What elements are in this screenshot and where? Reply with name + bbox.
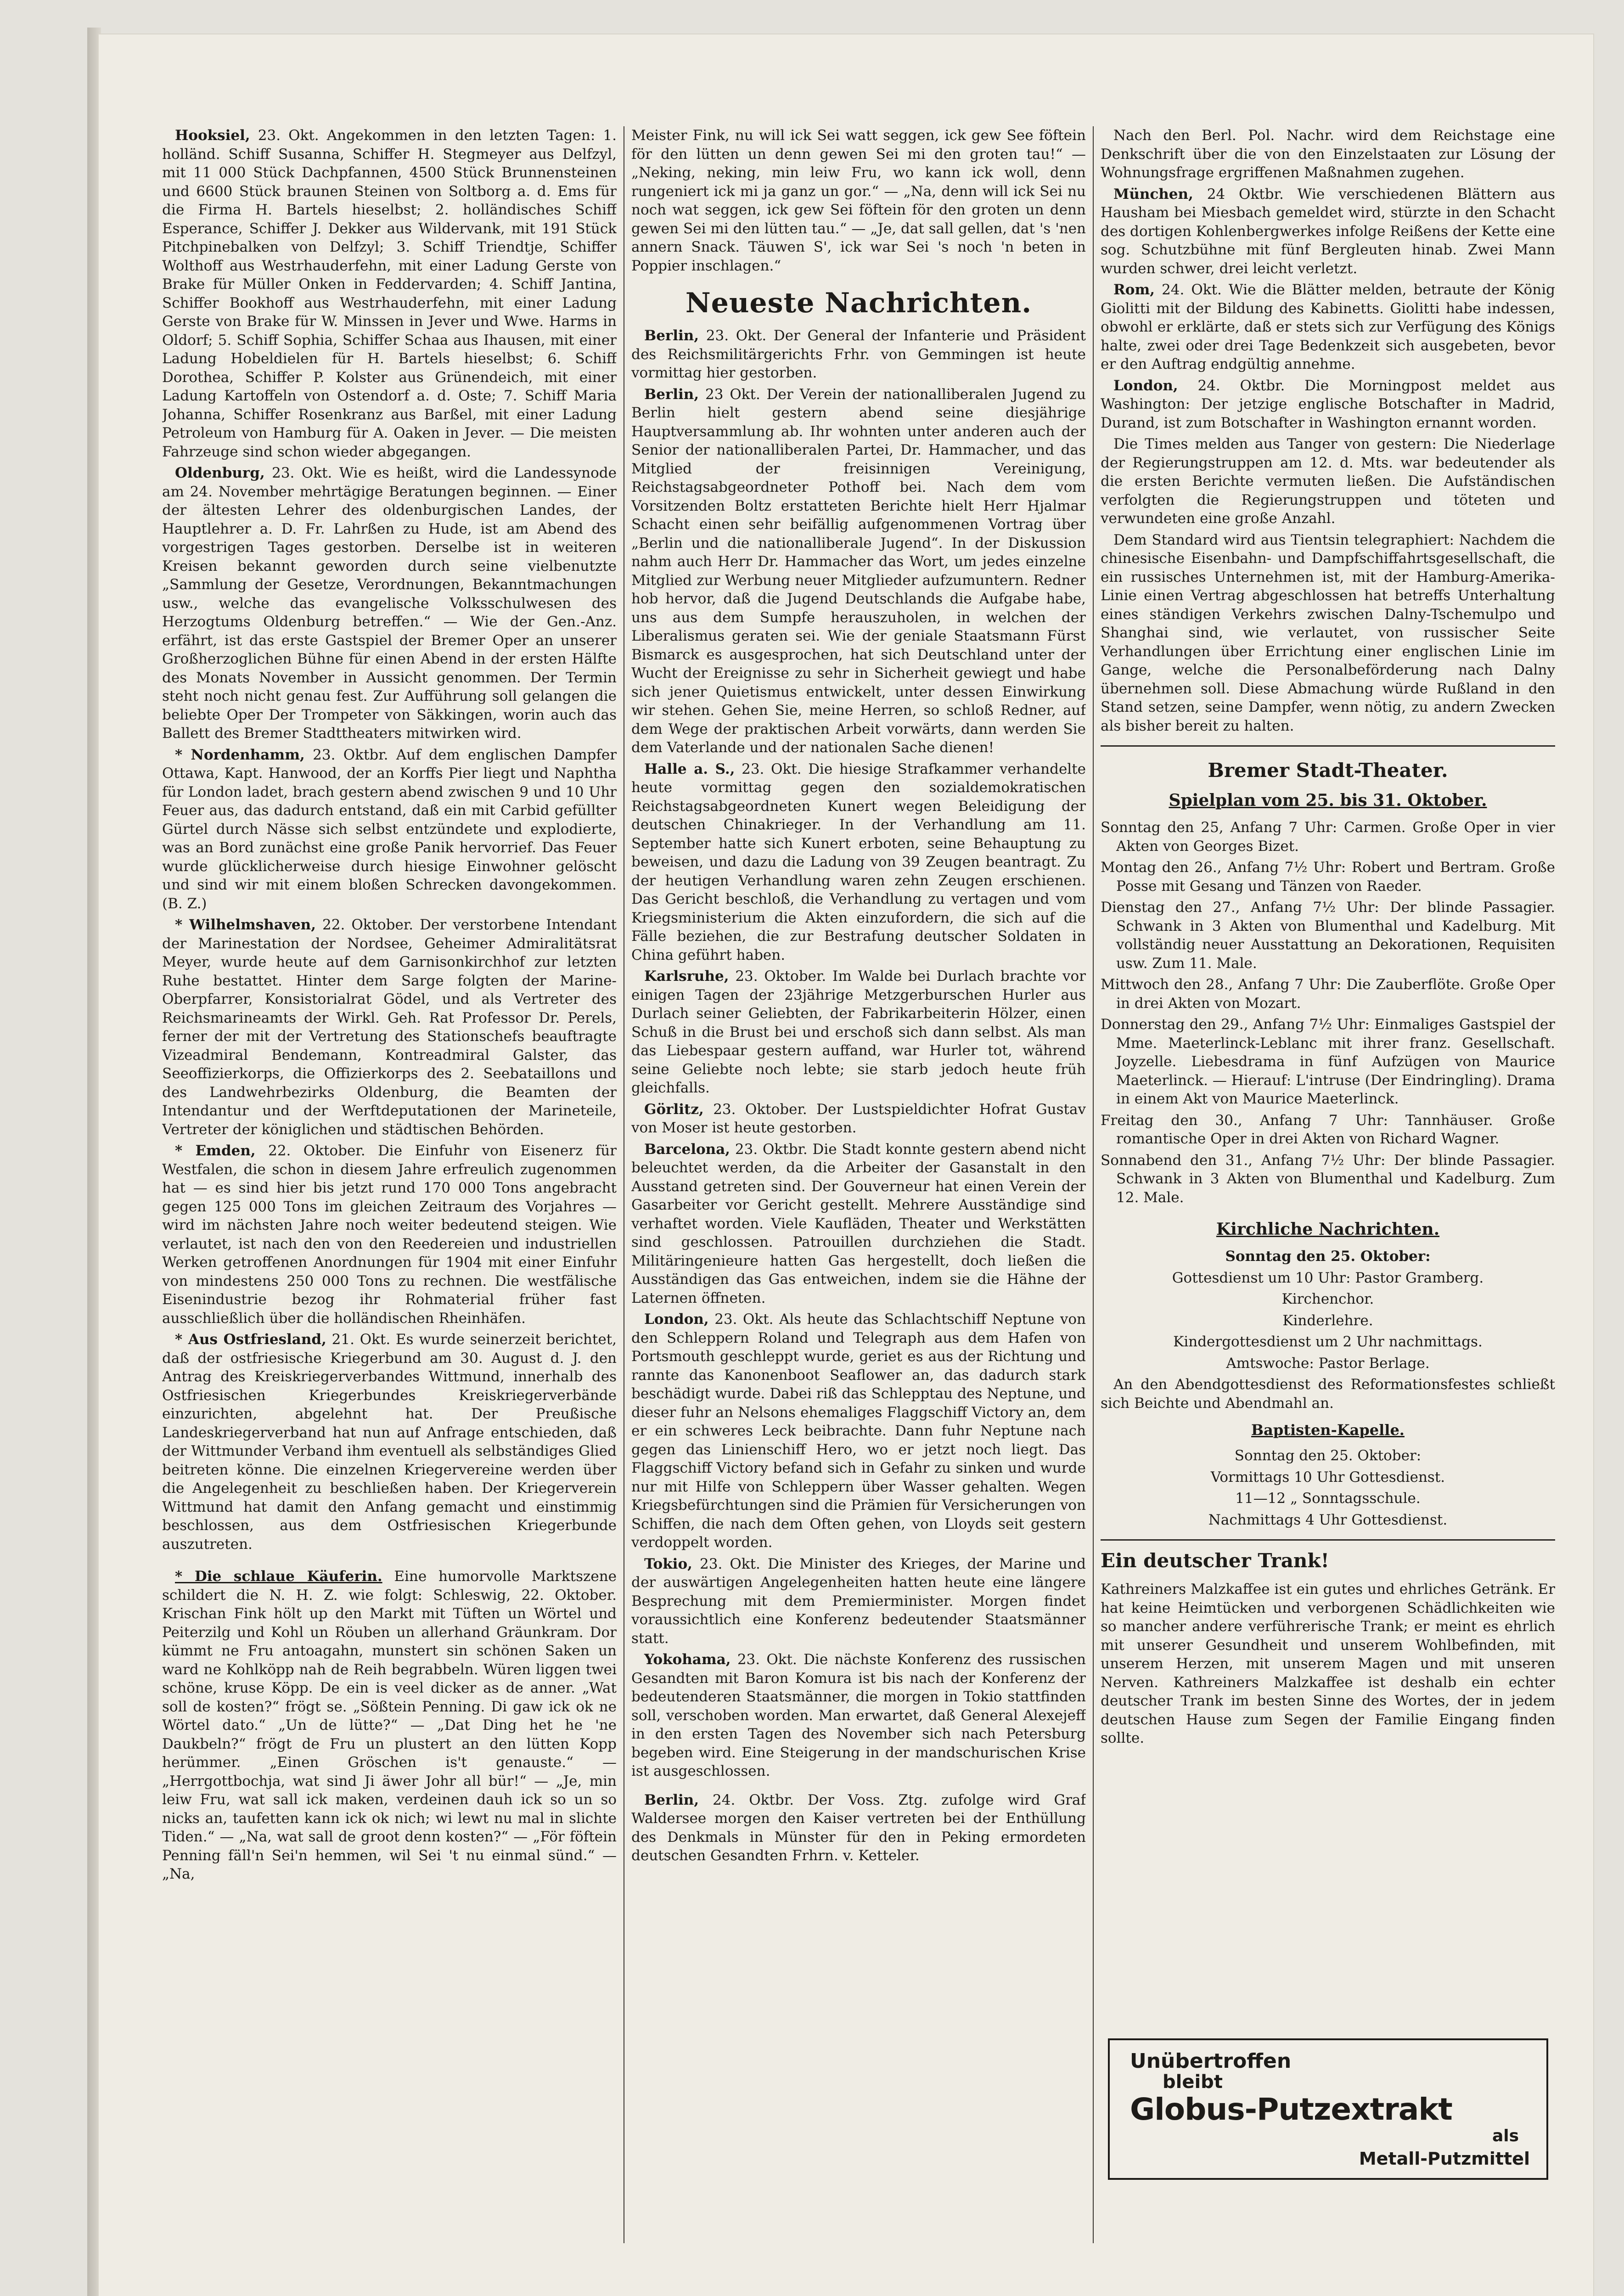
ad-line: bleibt [1163, 2071, 1223, 2093]
article-text: 23. Okt. Wie es heißt, wird die Landessynode am 24. November mehrtägige Beratungen beginnen. — Einer der ältesten Lehrer des oldenburgischen Landes, der Hauptlehrer a. D. Fr. Lahrßen zu Hude, ist am Abend des vorgestrigen Tages gestorben. Derselbe ist in weiteren Kreisen bekannt geworden durch seine vielbenutzte „Sammlung der Gesetze, Verordnungen, Bekanntmachungen usw., welche das evangelische Volksschulwesen des Herzogtums Oldenburg betreffen.“ — Wie der Gen.-Anz. erfährt, ist das erste Gastspiel der Bremer Oper an unserer Großherzoglichen Bühne für einen Abend in der ersten Hälfte des Monats November in Aussicht genommen. Der Termin steht noch nicht genau fest. Zur Aufführung soll gelangen die beliebte Oper Der Trompeter von Säkkingen, worin auch das Ballett des Bremer Stadttheaters mitwirken wird. [162, 465, 617, 742]
church-heading: Kirchliche Nachrichten. [1216, 1220, 1440, 1239]
article-oldenburg [162, 464, 617, 743]
dateline-place: Berlin, [644, 1791, 699, 1808]
schedule-entry: Sonnabend den 31., Anfang 7½ Uhr: Der blinde Passagier. Schwank in 3 Akten von Blumenthal und Kadelburg. Zum 12. Male. [1101, 1152, 1555, 1206]
article-rom [1101, 281, 1555, 374]
article-nordenhamm [162, 746, 617, 913]
ad-line: Unübertroffen [1130, 2049, 1292, 2073]
dateline-place: * Nordenhamm, [175, 746, 305, 763]
article-text: 24 Oktbr. Wie verschiedenen Blättern aus Hausham bei Miesbach gemeldet wird, stürzte in den Schacht des dortigen Kohlenbergwerkes infolge Reißens der Kette eine sog. Schutzbühne mit fünf Bergleuten hinab. Zwei Mann wurden schwer, drei leicht verletzt. [1101, 186, 1555, 277]
dateline-place: Halle a. S., [644, 760, 735, 777]
dateline-place: London, [1113, 377, 1178, 394]
article-yokohama [631, 1650, 1086, 1781]
column-rule [1093, 126, 1094, 2243]
article-text: 23. Okt. Die hiesige Strafkammer verhandelte heute vormittag gegen den sozialdemokratischen Reichstagsabgeordneten Kunert wegen Beleidigung der deutschen Chinakrieger. In der Verhandlung am 11. September hatte sich Kunert erboten, seine Behauptung zu beweisen, und dazu die Ladung von 39 Zeugen beantragt. Zu der heutigen Verhandlung waren zehn Zeugen erschienen. Das Gericht beschloß, die Verhandlung zu vertagen und vom Kriegsministerium die Akten einzufordern, die sich auf die Fälle beziehen, die zur Bestrafung deutscher Soldaten in China geführt haben. [631, 760, 1086, 963]
article-berlin-1 [631, 326, 1086, 383]
article-wilhelmshaven [162, 916, 617, 1139]
church-line: Kindergottesdienst um 2 Uhr nachmittags. [1173, 1334, 1483, 1350]
schedule-entry: Montag den 26., Anfang 7½ Uhr: Robert und Bertram. Große Posse mit Gesang und Tänzen von Raeder. [1101, 859, 1555, 895]
dateline-place: * Aus Ostfriesland, [175, 1331, 326, 1348]
article-karlsruhe [631, 967, 1086, 1097]
article-text: 23. Okt. Der General der Infanterie und Präsident des Reichsmilitärgerichts Frhr. von Gemmingen ist heute vormittag hier gestorben. [631, 327, 1086, 381]
article-times: Die Times melden aus Tanger von gestern: Die Niederlage der Regierungstruppen am 12. d. Mts. war bedeutender als die ersten Berichte vermuten ließen. Die Aufständischen verfolgten die Regierungstruppen und töteten und verwundeten eine große Anzahl. [1101, 436, 1555, 527]
schedule-entry: Freitag den 30., Anfang 7 Uhr: Tannhäuser. Große romantische Oper in drei Akten von Richard Wagner. [1101, 1112, 1555, 1147]
article-standard: Dem Standard wird aus Tientsin telegraphiert: Nachdem die chinesische Eisenbahn- und Dampfschiffahrtsgesellschaft, die ein russisches Unternehmen ist, mit der Hamburg-Amerika-Linie einen Vertrag abgeschlossen hat betreffs Unterhaltung eines ständigen Verkehrs zwischen Dalny-Tschemulpo und Shanghai sind, wie verlautet, von russischer Seite Verhandlungen über Errichtung einer englischen Linie im Gange, welche die Personalbeförderung nach Dalny übernehmen soll. Diese Abmachung würde Rußland in den Stand setzen, seine Dampfer, wenn nötig, zu andern Zwecken als bisher bereit zu halten. [1101, 531, 1555, 734]
section-heading-news: Neueste Nachrichten. [685, 287, 1032, 319]
article-text: 23. Oktbr. Auf dem englischen Dampfer Ottawa, Kapt. Hanwood, der an Korffs Pier liegt und Naphtha für London ladet, brach gestern abend zwischen 9 und 10 Uhr Feuer aus, das dadurch entstand, daß ein mit Carbid gefüllter Gürtel durch Nässe sich selbst entzündete und explodierte, was an Bord zunächst eine große Panik hervorrief. Das Feuer wurde glücklicherweise durch hiesige Einwohner gelöscht und sind wir mit einem bloßen Schrecken davongekommen. (B. Z.) [162, 746, 617, 912]
newspaper-page [99, 34, 1593, 2296]
article-text: 23 Okt. Der Verein der nationalliberalen Jugend zu Berlin hielt gestern abend seine diesjährige Hauptversammlung ab. Ihr wohnten unter anderen auch der Senior der nationalliberalen Partei, Dr. Hammacher, und das Mitglied der freisinnigen Vereinigung, Reichstagsabgeordneter Pothoff bei. Nach dem vom Vorsitzenden Boltz erstatteten Berichte hielt Herr Hjalmar Schacht einen sehr beifällig aufgenommenen Vortrag über „Berlin und die nationalliberale Jugend“. In der Diskussion nahm auch Herr Dr. Hammacher das Wort, um jedes einzelne Mitglied zur Werbung neuer Mitglieder aufzumuntern. Redner hob hervor, daß die Jugend Deutschlands die Aufgabe habe, uns aus dem Sumpfe herauszuholen, in welchen der Liberalismus geraten sei. Wie der geniale Staatsmann Fürst Bismarck es ausgesprochen, hat sich Deutschland unter der Wucht der Ereignisse zu sehr in Sicherheit gewiegt und habe sich jener Quietismus entwickelt, unter dessen Einwirkung wir stehen. Gehen Sie, meine Herren, so schloß Redner, auf dem Wege der praktischen Arbeit vorwärts, dann werden Sie dem Vaterlande und der nationalen Sache dienen! [631, 386, 1086, 756]
divider [1101, 745, 1555, 747]
article-text: 22. Oktober. Der verstorbene Intendant der Marinestation der Nordsee, Geheimer Admiralitätsrat Meyer, wurde heute auf dem Garnisonkirchhof zur letzten Ruhe bestattet. Hinter dem Sarge folgten der Marine-Oberpfarrer, Konsistorialrat Gödel, und als Vertreter des Reichsmarineamts der Wirkl. Geh. Rat Professor Dr. Perels, ferner der mit der Vertretung des Stationschefs beauftragte Vizeadmiral Bendemann, Kontreadmiral Galster, das Seeoffizierkorps, die Offizierkorps des 2. Seebataillons und des Landwehrbezirks Oldenburg, die Beamten der Intendantur und der Werftdeputationen der Marineteile, Vertreter der königlichen und städtischen Behörden. [162, 917, 617, 1138]
dateline-place: Karlsruhe, [644, 968, 729, 985]
article-barcelona [631, 1140, 1086, 1308]
article-london-2 [1101, 377, 1555, 433]
article-hooksiel [162, 126, 617, 461]
article-goerlitz [631, 1100, 1086, 1137]
theater-schedule [1101, 818, 1555, 1207]
article-tokio [631, 1555, 1086, 1648]
advertisement [1104, 2027, 1552, 2180]
divider [1101, 1539, 1555, 1541]
baptist-line: Vormittags 10 Uhr Gottesdienst. [1210, 1469, 1445, 1486]
ad-line: als [1492, 2127, 1519, 2145]
dateline-place: * Wilhelmshaven, [175, 917, 316, 933]
dateline-place: * Emden, [175, 1142, 256, 1159]
column-2 [631, 126, 1086, 2285]
article-text: 23. Okt. Als heute das Schlachtschiff Neptune von den Schleppern Roland und Telegraph aus dem Hafen von Portsmouth geschleppt wurde, geriet es aus der Richtung und rannte das Kanonenboot Seaflower an, das dadurch stark beschädigt wurde. Dabei riß das Schlepptau des Neptune, und dieser fuhr an Nelsons ehemaliges Flaggschiff Victory an, dem er ein schweres Leck beibrachte. Dann fuhr Neptune nach gegen das Linienschiff Hero, wo er jetzt noch liegt. Das Flaggschiff Victory befand sich in Gefahr zu sinken und wurde nur mit Hilfe von Schleppern über Wasser gehalten. Wegen Kriegsbefürchtungen sind die Prämien für Versicherungen von Schiffen, die nach dem Often gehen, von Lloyds seit gestern verdoppelt worden. [631, 1311, 1086, 1551]
dateline-place: Yokohama, [644, 1651, 731, 1668]
dateline-place: München, [1113, 186, 1193, 203]
article-text: 21. Okt. Es wurde seinerzeit berichtet, daß der ostfriesische Kriegerbund am 30. August d. J. den Antrag des Kreiskriegerverbandes Wittmund, innerhalb des Ostfriesischen Kriegerbundes Kreiskriegerverbände einzurichten, abgelehnt hat. Der Preußische Landeskriegerverband hat nun auf Anfrage entschieden, daß der Wittmunder Verband ihm eventuell als selbständiges Glied beitreten könne. Die einzelnen Kriegervereine werden über die Angelegenheit zu beschließen haben. Der Kriegerverein Wittmund hat damit den Anfang gemacht und einstimmig beschlossen, aus dem Ostfriesischen Kriegerbunde auszutreten. [162, 1331, 617, 1553]
column-3 [1101, 126, 1555, 2285]
article-continuation: Meister Fink, nu will ick Sei watt seggen, ick gew See föftein för den lütten un denn gewen Sei mi den groten tau!“ — „Neking, neking, min leiw Fru, wo kann ick woll, denn rungeniert ick mi ja ganz un gor.“ — „Na, denn will ick Sei nu noch wat seggen, ick gew Sei föftein för den groten un denn gewen Sei mi den lütten tau.“ — „Je, dat sall gellen, dat 's 'nen annern Snack. Täuwen S', ick war Sei 's noch 'n beten in Poppier inschlagen.“ [631, 127, 1086, 274]
church-line: Kirchenchor. [1281, 1291, 1374, 1307]
dateline-place: London, [644, 1311, 709, 1328]
article-text: 24. Oktbr. Die Morningpost meldet aus Washington: Der jetzige englische Botschafter in Madrid, Durand, ist zum Botschafter in Washington ernannt worden. [1101, 377, 1555, 431]
article-text: 24. Okt. Wie die Blätter melden, betraute der König Giolitti mit der Bildung des Kabinetts. Giolitti habe indessen, obwohl er erklärte, daß er stets sich zur Verfügung des Königs halte, zwei oder drei Tage Bedenkzeit sich ausgebeten, bevor er den Auftrag endgültig annehme. [1101, 281, 1555, 372]
dateline-place: Berlin, [644, 327, 699, 344]
article-text: 24. Oktbr. Der Voss. Ztg. zufolge wird Graf Waldersee morgen den Kaiser vertreten bei der Enthüllung des Denkmals in Münster für den in Peking ermordeten deutschen Gesandten Frhrn. v. Ketteler. [631, 1791, 1086, 1864]
ad-product-name: Globus-Putzextrakt [1130, 2092, 1452, 2127]
article-title: * Die schlaue Käuferin. [175, 1568, 382, 1585]
article-kaeuferin [162, 1567, 617, 1884]
baptist-heading: Baptisten-Kapelle. [1251, 1421, 1405, 1439]
article-text: Eine humorvolle Marktszene schildert die N. H. Z. wie folgt: Schleswig, 22. Oktober. Krischan Fink hölt up den Markt mit Tüften un Wörtel und Peiterzilg und Kohl un Röuben un allerhand Gräunkram. Dor kümmt ne Fru antoagahn, munstert sin schönen Saken un ward ne Kohlköpp nah de Reih begrabbeln. Würen liggen twei schöne, kruse Köpp. De ein is veel dicker as de anner. „Wat soll de kosten?“ frögt se. „Sößtein Penning. Di gaw ick ok ne Wörtel dato.“ „Un de lütte?“ — „Dat Ding het he 'ne Daukbeln?“ frögt de Fru un plustert an den lütten Kopp herümmer. „Einen Gröschen is't genauste.“ — „Herrgottbochja, wat sind Ji äwer Johr all bür!“ — „Je, min leiw Fru, wat sall ick maken, verdeinen dauh ick so un so nicks an, taufetten kann ick ok nich; wi lewt nu mal in slichte Tiden.“ — „Na, wat sall de groot denn kosten?“ — „För föftein Penning fäll'n Sei'n hemmen, wil Sei 't nu einmal sünd.“ — „Na, [162, 1568, 617, 1882]
dateline-place: Barcelona, [644, 1141, 731, 1158]
schedule-entry: Mittwoch den 28., Anfang 7 Uhr: Die Zauberflöte. Große Oper in drei Akten von Mozart. [1101, 976, 1555, 1012]
church-line: Gottesdienst um 10 Uhr: Pastor Gramberg. [1172, 1269, 1484, 1286]
article-continuation: Nach den Berl. Pol. Nachr. wird dem Reichstage eine Denkschrift über die von den Einzelstaaten zur Lösung der Wohnungsfrage ergriffenen Maßnahmen zugehen. [1101, 127, 1555, 181]
church-note: An den Abendgottesdienst des Reformationsfestes schließt sich Beichte und Abendmahl an. [1101, 1376, 1555, 1412]
article-berlin-3 [631, 1791, 1086, 1865]
article-halle [631, 760, 1086, 965]
article-text: 23. Okt. Die Minister des Krieges, der Marine und der auswärtigen Angelegenheiten hatten heute eine längere Besprechung mit dem Premierminister. Morgen findet voraussichtlich eine Konferenz bedeutender Staatsmänner statt. [631, 1555, 1086, 1647]
schedule-entry: Sonntag den 25, Anfang 7 Uhr: Carmen. Große Oper in vier Akten von Georges Bizet. [1101, 819, 1555, 855]
baptist-line: 11—12 „ Sonntagsschule. [1235, 1490, 1421, 1507]
ad-line: Metall-Putzmittel [1359, 2149, 1530, 2169]
article-berlin-2 [631, 385, 1086, 757]
baptist-line: Nachmittags 4 Uhr Gottesdienst. [1208, 1511, 1448, 1528]
schedule-entry: Donnerstag den 29., Anfang 7½ Uhr: Einmaliges Gastspiel der Mme. Maeterlinck-Leblanc mit ihrer franz. Gesellschaft. Joyzelle. Liebesdrama in fünf Aufzügen von Maurice Maeterlinck. — Hierauf: L'intruse (Der Eindringling). Drama in einem Akt von Maurice Maeterlinck. [1101, 1016, 1555, 1107]
dateline-place: Hooksiel, [175, 127, 250, 144]
church-line: Amtswoche: Pastor Berlage. [1226, 1355, 1430, 1372]
trank-heading: Ein deutscher Trank! [1101, 1549, 1329, 1572]
column-1 [162, 126, 617, 2285]
article-text: 23. Oktbr. Die Stadt konnte gestern abend nicht beleuchtet werden, da die Arbeiter der Gasanstalt in den Ausstand getreten sind. Der Gouverneur hat einen Verein der Gasarbeiter vor Gericht gestellt. Mehrere Ausständige sind verhaftet worden. Viele Kaufläden, Theater und Werkstätten sind geschlossen. Patrouillen durchziehen die Stadt. Militäringenieure hatten Gas hergestellt, doch ließen die Ausständigen das Gas entweichen, indem sie die Hähne der Laternen öffneten. [631, 1141, 1086, 1306]
article-london-1 [631, 1310, 1086, 1552]
schedule-entry: Dienstag den 27., Anfang 7½ Uhr: Der blinde Passagier. Schwank in 3 Akten von Blumenthal und Kadelburg. Mit vollständig neuer Ausstattung an Dekorationen, Requisiten usw. Zum 11. Male. [1101, 899, 1555, 972]
dateline-place: Berlin, [644, 386, 699, 403]
dateline-place: Görlitz, [644, 1101, 704, 1118]
theater-heading: Bremer Stadt-Theater. [1208, 759, 1448, 782]
article-emden [162, 1142, 617, 1328]
church-line: Kinderlehre. [1282, 1312, 1373, 1329]
article-text: 23. Oktober. Der Lustspieldichter Hofrat Gustav von Moser ist heute gestorben. [631, 1101, 1086, 1136]
church-subheading: Sonntag den 25. Oktober: [1225, 1248, 1431, 1265]
baptist-line: Sonntag den 25. Oktober: [1234, 1447, 1422, 1464]
article-text: 23. Okt. Die nächste Konferenz des russischen Gesandten mit Baron Komura ist bis nach der Konferenz der bedeutenderen Staatsmänner, die morgen in Tokio stattfinden soll, verschoben worden. Man erwartet, daß General Alexejeff in den ersten Tagen des November sich nach Petersburg begeben wird. Eine Steigerung in der mandschurischen Krise ist ausgeschlossen. [631, 1651, 1086, 1779]
theater-subheading: Spielplan vom 25. bis 31. Oktober. [1169, 791, 1487, 810]
article-text: 23. Oktober. Im Walde bei Durlach brachte vor einigen Tagen der 23jährige Metzgerburschen Hurler aus Durlach seiner Geliebten, der Fabrikarbeiterin Hölzer, einen Schuß in die Brust bei und erschoß sich dann selbst. Als man das Liebespaar gestern auffand, war Hurler tot, während seine Geliebte noch lebte; sie starb jedoch heute früh gleichfalls. [631, 968, 1086, 1096]
dateline-place: Rom, [1113, 281, 1155, 298]
dateline-place: Tokio, [644, 1555, 692, 1572]
ad-frame [1108, 2038, 1548, 2180]
trank-text: Kathreiners Malzkaffee ist ein gutes und ehrliches Getränk. Er hat keine Heimtücken und verborgenen Schädlichkeiten wie so mancher andere verführerische Trank; er meint es ehrlich mit unserer Gesundheit und unserem Wohlbefinden, mit unserem Herzen, mit unserem Magen und mit unseren Nerven. Kathreiners Malzkaffee ist deshalb ein echter deutscher Trank im besten Sinne des Wortes, der in jedem deutschen Hause zum Segen der Familie Eingang finden sollte. [1101, 1581, 1555, 1746]
article-muenchen [1101, 185, 1555, 278]
article-text: 23. Okt. Angekommen in den letzten Tagen: 1. holländ. Schiff Susanna, Schiffer H. Stegmeyer aus Delfzyl, mit 11 000 Stück Dachpfannen, 4500 Stück Brunnensteinen und 6600 Stück braunen Steinen von Soltborg a. d. Ems für die Firma H. Bartels hieselbst; 2. holländisches Schiff Esperance, Schiffer J. Dekker aus Wildervank, mit 191 Stück Pitchpinebalken von Delfzyl; 3. Schiff Triendtje, Schiffer Wolthoff aus Westrhauderfehn, mit einer Ladung Gerste von Brake für Müller Onken in Feddervarden; 4. Schiff Jantina, Schiffer Bookhoff aus Westrhauderfehn, mit einer Ladung Gerste von Brake für W. Minssen in Jever und Wwe. Harms in Oldorf; 5. Schiff Sophia, Schiffer Schaa aus Ihausen, mit einer Ladung Hobeldielen für H. Bartels hieselbst; 6. Schiff Dorothea, Schiffer P. Kolster aus Grünendeich, mit einer Ladung Kartoffeln von Ostendorf a. d. Oste; 7. Schiff Maria Johanna, Schiffer Rosenkranz aus Barßel, mit einer Ladung Petroleum von Hamburg für A. Oaken in Jever. — Die meisten Fahrzeuge sind schon wieder abgegangen. [162, 127, 617, 460]
article-ostfriesland [162, 1330, 617, 1553]
dateline-place: Oldenburg, [175, 465, 265, 481]
article-text: 22. Oktober. Die Einfuhr von Eisenerz für Westfalen, die schon in diesem Jahre erfreulich zugenommen hat — es sind hier bis jetzt rund 170 000 Tons angebracht gegen 125 000 Tons im gleichen Zeitraum des Vorjahres — wird im nächsten Jahre noch weiter bedeutend steigen. Wie verlautet, ist nach den von den Reedereien und industriellen Werken getroffenen Anordnungen für 1904 mit einer Einfuhr von mindestens 250 000 Tons zu rechnen. Die westfälische Eisenindustrie bezog ihr Rohmaterial früher fast ausschließlich über die holländischen Rheinhäfen. [162, 1142, 617, 1327]
